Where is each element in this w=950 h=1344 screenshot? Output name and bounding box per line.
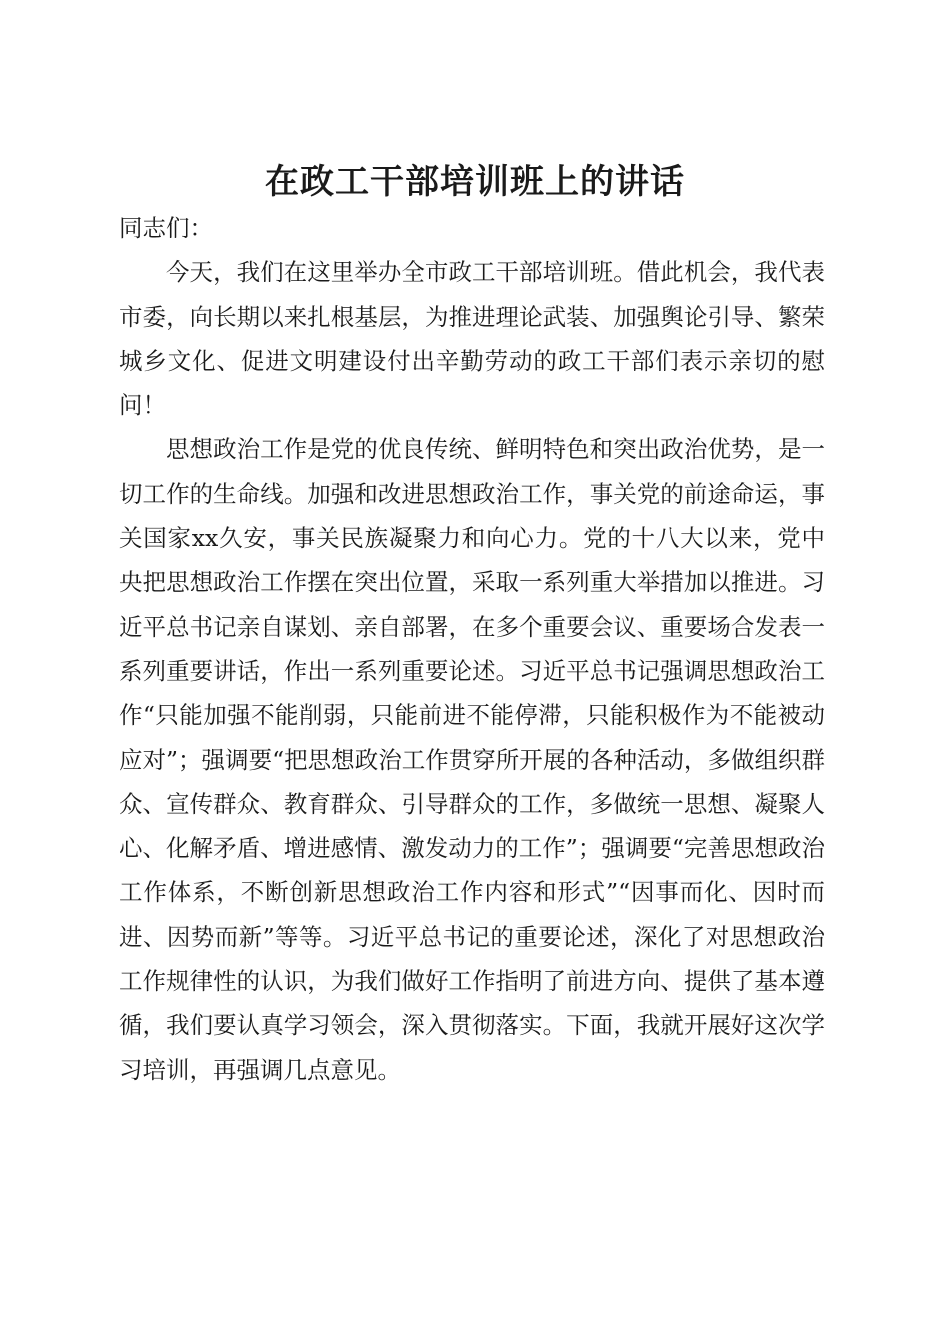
salutation: 同志们： xyxy=(119,214,213,242)
document-body xyxy=(119,206,825,1092)
paragraph-2: 思想政治工作是党的优良传统、鲜明特色和突出政治优势，是一切工作的生命线。加强和改进思想政治工作，事关党的前途命运，事关国家xx久安，事关民族凝聚力和向心力。党的十八大以来，党中央把思想政治工作摆在突出位置，采取一系列重大举措加以推进。习近平总书记亲自谋划、亲自部署，在多个重要会议、重要场合发表一系列重要讲话，作出一系列重要论述。习近平总书记强调思想政治工作“只能加强不能削弱，只能前进不能停滞，只能积极作为不能被动应对”；强调要“把思想政治工作贯穿所开展的各种活动，多做组织群众、宣传群众、教育群众、引导群众的工作，多做统一思想、凝聚人心、化解矛盾、增进感情、激发动力的工作”；强调要“完善思想政治工作体系，不断创新思想政治工作内容和形式”“因事而化、因时而进、因势而新”等等。习近平总书记的重要论述，深化了对思想政治工作规律性的认识，为我们做好工作指明了前进方向、提供了基本遵循，我们要认真学习领会，深入贯彻落实。下面，我就开展好这次学习培训，再强调几点意见。 xyxy=(119,435,825,1084)
paragraph-1: 今天，我们在这里举办全市政工干部培训班。借此机会，我代表市委，向长期以来扎根基层，为推进理论武装、加强舆论引导、繁荣城乡文化、促进文明建设付出辛勤劳动的政工干部们表示亲切的慰问！ xyxy=(119,258,825,420)
document-title: 在政工干部培训班上的讲话 xyxy=(265,161,685,202)
